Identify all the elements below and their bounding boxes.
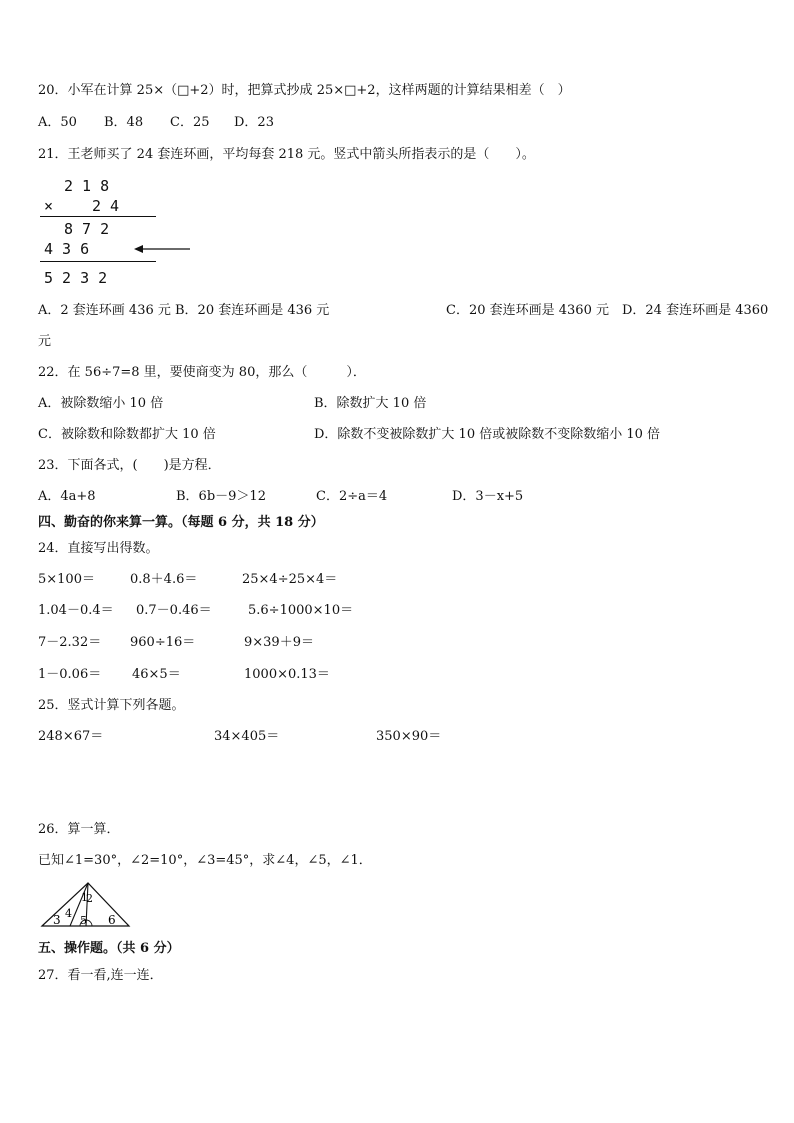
q23-option-b: B．6b－9＞12: [176, 489, 266, 504]
q22-option-d: D．除数不变被除数扩大 10 倍或被除数不变除数缩小 10 倍: [314, 427, 661, 442]
section4-heading: 四、勤奋的你来算一算。（每题 6 分，共 18 分）: [38, 515, 324, 530]
q20-stem: 20．小军在计算 25×（□+2）时，把算式抄成 25×□+2，这样两题的计算结果相差（ ）: [38, 83, 571, 98]
vertical-times-sign: ×: [44, 197, 54, 215]
q24-item: 5.6÷1000×10＝: [248, 603, 354, 618]
q24-item: 25×4÷25×4＝: [242, 572, 338, 587]
q23-option-d: D．3－x+5: [452, 489, 524, 504]
q25-item: 34×405＝: [214, 729, 280, 744]
q26-condition: 已知∠1=30°，∠2=10°，∠3=45°，求∠4，∠5，∠1．: [38, 853, 372, 868]
q24-item: 5×100＝: [38, 572, 95, 587]
q24-item: 960÷16＝: [130, 635, 196, 650]
q24-item: 7－2.32＝: [38, 635, 102, 650]
vertical-row-multiplicand: 2 1 8: [64, 177, 110, 195]
q24-item: 1－0.06＝: [38, 667, 102, 682]
q21-option-ab: A．2 套连环画 436 元 B．20 套连环画是 436 元: [38, 303, 330, 318]
q21-option-tail: 元: [38, 334, 52, 349]
q25-stem: 25．竖式计算下列各题。: [38, 698, 185, 713]
q23-option-a: A．4a+8: [38, 489, 96, 504]
q22-option-c: C．被除数和除数都扩大 10 倍: [38, 427, 216, 442]
vertical-row-partial-2: 4 3 6: [44, 240, 90, 258]
q27-stem: 27．看一看,连一连．: [38, 968, 163, 983]
vertical-row-multiplier: 2 4: [92, 197, 120, 215]
angle-label-5: 5: [80, 914, 87, 927]
angle-label-1: 1: [81, 891, 88, 904]
q21-stem: 21．王老师买了 24 套连环画，平均每套 218 元。竖式中箭头所指表示的是（ ）。: [38, 147, 535, 162]
q22-option-b: B．除数扩大 10 倍: [314, 396, 427, 411]
q25-item: 350×90＝: [376, 729, 442, 744]
arrow-left-icon: [134, 243, 192, 255]
q24-item: 0.8＋4.6＝: [130, 572, 198, 587]
q25-item: 248×67＝: [38, 729, 104, 744]
q24-item: 46×5＝: [132, 667, 181, 682]
q20-option-a: A．50: [38, 115, 77, 130]
q24-item: 1.04－0.4＝: [38, 603, 114, 618]
q22-option-a: A．被除数缩小 10 倍: [38, 396, 164, 411]
vertical-row-partial-1: 8 7 2: [64, 220, 110, 238]
angle-label-4: 4: [65, 907, 72, 920]
q22-stem: 22．在 56÷7=8 里，要使商变为 80，那么（ ）．: [38, 365, 366, 380]
vertical-row-product: 5 2 3 2: [44, 269, 108, 287]
q20-option-b: B．48: [104, 115, 144, 130]
section5-heading: 五、操作题。（共 6 分）: [38, 941, 180, 956]
q23-option-c: C．2÷a＝4: [316, 489, 388, 504]
q26-stem: 26．算一算．: [38, 822, 120, 837]
vertical-rule-1: [40, 216, 156, 217]
q20-option-d: D．23: [234, 115, 274, 130]
q24-item: 0.7－0.46＝: [136, 603, 212, 618]
q24-stem: 24．直接写出得数。: [38, 541, 159, 556]
q21-option-cd: C．20 套连环画是 4360 元 D．24 套连环画是 4360: [446, 303, 769, 318]
q20-option-c: C．25: [170, 115, 210, 130]
q23-stem: 23．下面各式，( )是方程．: [38, 458, 221, 473]
angle-label-6: 6: [108, 913, 116, 927]
angle-label-3: 3: [53, 913, 61, 927]
q24-item: 9×39＋9＝: [244, 635, 314, 650]
q24-item: 1000×0.13＝: [244, 667, 330, 682]
triangle-angle-figure: [40, 880, 132, 930]
vertical-rule-2: [40, 261, 156, 262]
angle-label-2: 2: [86, 892, 93, 905]
